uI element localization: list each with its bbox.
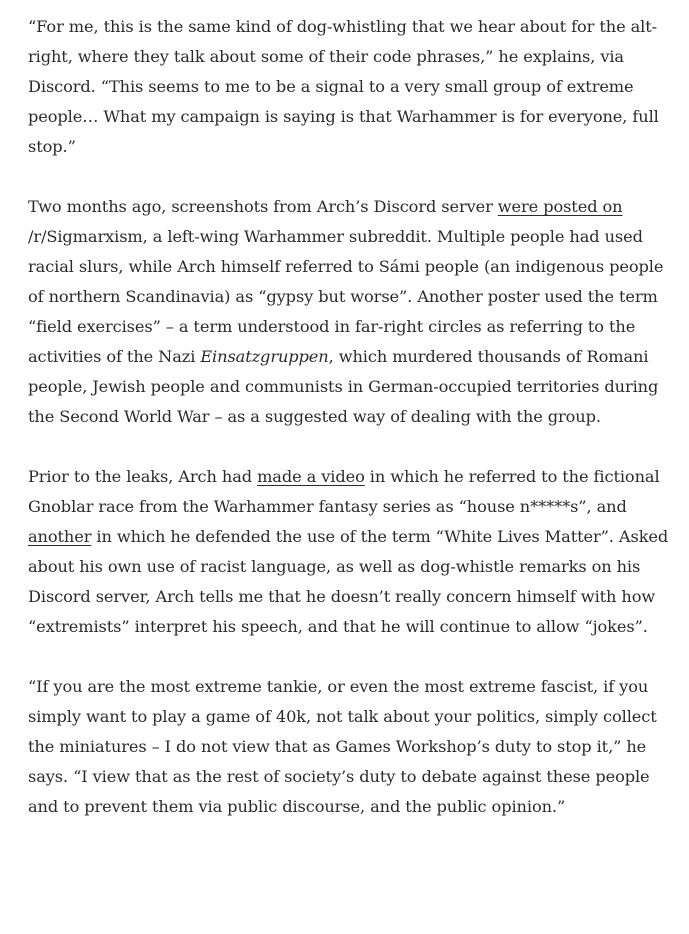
another-link[interactable]: another: [28, 527, 92, 546]
paragraph: [28, 462, 673, 642]
paragraph-text: , which murdered thousands of Romani people, Jewish people and communists in German-occupied territories during the Second World War – as a suggested way of dealing with the group.: [28, 347, 659, 426]
paragraph-text: “If you are the most extreme tankie, or even the most extreme fascist, if you simply want to play a game of 40k, not talk about your politics, simply collect the miniatures – I do not view that as Games Workshop’s duty to stop it,” he says. “I view that as the rest of society’s duty to debate against these people and to prevent them via public discourse, and the public opinion.”: [28, 677, 657, 816]
paragraph-text: Prior to the leaks, Arch had: [28, 467, 258, 486]
paragraph-text: “For me, this is the same kind of dog-whistling that we hear about for the alt-right, where they talk about some of their code phrases,” he explains, via Discord. “This seems to me to be a signal to a very small group of extreme people… What my campaign is saying is that Warhammer is for everyone, full stop.”: [28, 17, 659, 156]
paragraph-text: in which he referred to the fictional Gnoblar race from the Warhammer fantasy series as “house n*****s”, and: [28, 467, 660, 516]
paragraph: [28, 192, 673, 432]
article-body: [28, 12, 673, 822]
paragraph: [28, 672, 673, 822]
made-a-video-link[interactable]: made a video: [257, 467, 365, 486]
emphasized-term: Einsatzgruppen: [200, 347, 329, 366]
were-posted-on-link[interactable]: were posted on: [497, 197, 623, 216]
paragraph-text: Two months ago, screenshots from Arch’s Discord server: [28, 197, 498, 216]
paragraph-text: /r/Sigmarxism, a left-wing Warhammer subreddit. Multiple people had used racial slurs, while Arch himself referred to Sámi people (an indigenous people of northern Scandinavia) as “gypsy but worse”. Another poster used the term “field exercises” – a term understood in far-right circles as referring to the activities of the Nazi: [28, 227, 664, 366]
paragraph-text: in which he defended the use of the term “White Lives Matter”. Asked about his own use of racist language, as well as dog-whistle remarks on his Discord server, Arch tells me that he doesn’t really concern himself with how “extremists” interpret his speech, and that he will continue to allow “jokes”.: [28, 527, 669, 636]
paragraph: [28, 12, 673, 162]
